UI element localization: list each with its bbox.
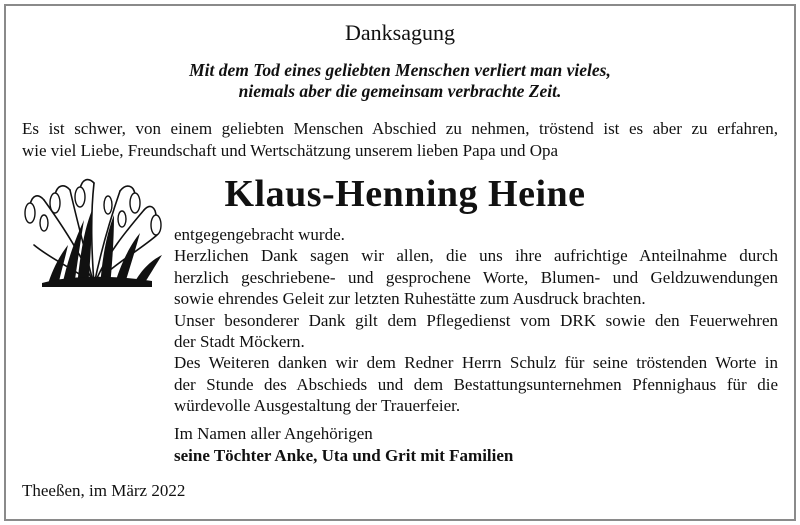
- body-line: der Stadt Möckern.: [174, 332, 305, 352]
- signature-intro: Im Namen aller Angehörigen: [174, 424, 373, 443]
- notice-heading: Danksagung: [345, 20, 455, 45]
- body-line: Herzlichen Dank sagen wir allen, die uns ihre aufrichtige Anteilnahme durch: [174, 246, 778, 266]
- signature-names: seine Töchter Anke, Uta und Grit mit Familien: [174, 446, 514, 465]
- intro-line-2: wie viel Liebe, Freundschaft und Wertschätzung unserem lieben Papa und Opa: [22, 140, 559, 160]
- body-line: würdevolle Ausgestaltung der Trauerfeier.: [174, 396, 461, 416]
- intro-line-1: Es ist schwer, von einem geliebten Menschen Abschied zu nehmen, tröstend ist es aber zu erfahren,: [22, 119, 778, 138]
- intro-paragraph: [22, 118, 778, 161]
- body-line: der Stunde des Abschieds und dem Bestattungsunternehmen Pfennighaus für die: [174, 374, 778, 394]
- body-line: sowie ehrendes Geleit zur letzten Ruhestätte zum Ausdruck brachten.: [174, 289, 646, 309]
- deceased-name: Klaus-Henning Heine: [224, 173, 586, 215]
- motto-line-2: niemals aber die gemeinsam verbrachte Zeit.: [238, 81, 562, 101]
- body-line: herzlich geschriebene- und gesprochene Worte, Blumen- und Geldzuwendungen: [174, 267, 778, 287]
- snowdrop-flowers-icon: [22, 175, 167, 290]
- body-line: Unser besonderer Dank gilt dem Pflegedienst vom DRK sowie den Feuerwehren: [174, 310, 778, 330]
- motto-line-1: Mit dem Tod eines geliebten Menschen verliert man vieles,: [189, 60, 611, 80]
- body-line: Des Weiteren danken wir dem Redner Herrn Schulz für seine tröstenden Worte in: [174, 353, 778, 373]
- place-date: Theeßen, im März 2022: [22, 481, 186, 500]
- thanks-paragraph: [174, 224, 778, 417]
- motto-quote: [0, 60, 800, 102]
- body-line: entgegengebracht wurde.: [174, 225, 345, 244]
